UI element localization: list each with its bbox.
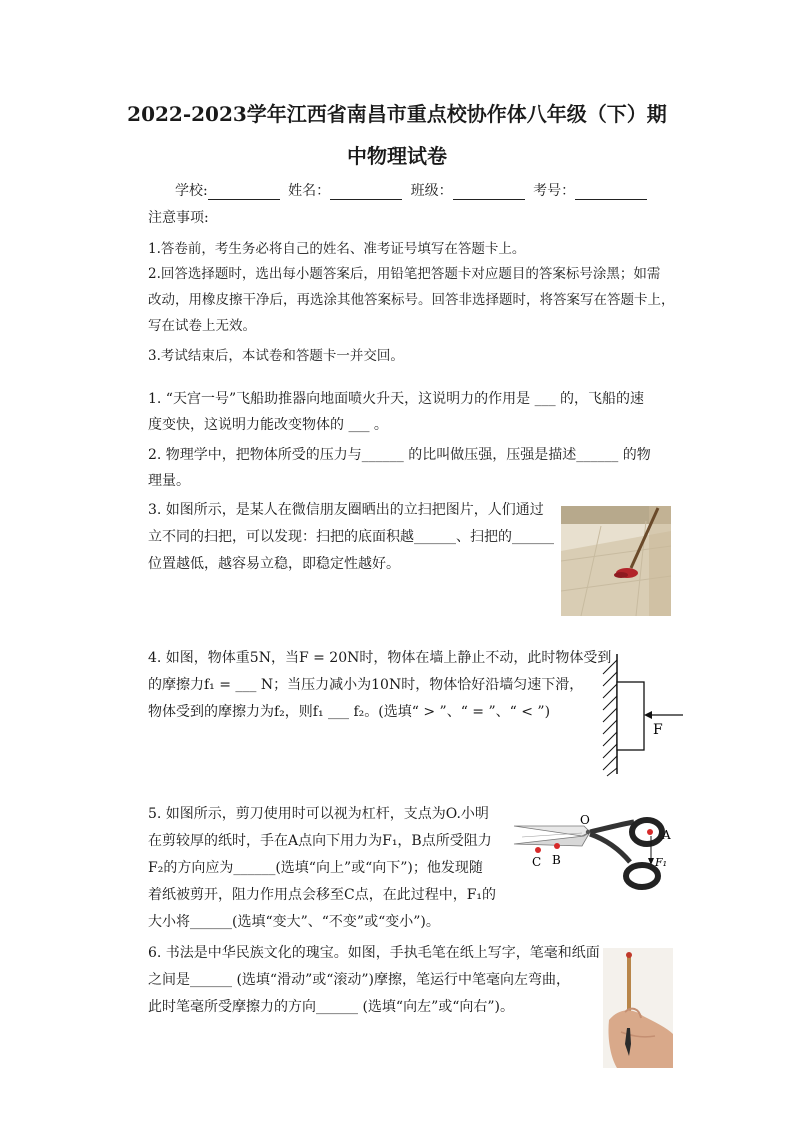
question-5-cont-3: 着纸被剪开，阻力作用点会移至C点，在此过程中，F₁的 — [148, 887, 497, 903]
calligraphy-brush-photo — [603, 948, 673, 1068]
question-6: 6. 书法是中华民族文化的瑰宝。如图，手执毛笔在纸上写字，笔毫和纸面 — [148, 945, 600, 961]
question-2-cont: 理量。 — [148, 473, 190, 489]
force-label-f: F — [653, 722, 663, 738]
notice-item-2-end: 写在试卷上无效。 — [148, 318, 256, 334]
notice-item-1: 1.答卷前，考生务必将自己的姓名、准考证号填写在答题卡上。 — [148, 241, 526, 257]
question-5-end: 大小将______(选填“变大”、“不变”或“变小”)。 — [148, 914, 440, 930]
question-5-cont: 在剪较厚的纸时，手在A点向下用力为F₁，B点所受阻力 — [148, 833, 492, 849]
label-o: O — [580, 813, 590, 827]
notice-item-2-cont: 改动，用橡皮擦干净后，再选涂其他答案标号。回答非选择题时，将答案写在答题卡上， — [148, 292, 675, 308]
question-5-cont-2: F₂的方向应为______(选填“向上”或“向下”)；他发现随 — [148, 860, 483, 876]
mop-photo — [561, 506, 671, 616]
class-label: 班级： — [410, 183, 453, 199]
notice-heading: 注意事项: — [148, 210, 209, 226]
question-4: 4. 如图，物体重5N，当F = 20N时，物体在墙上静止不动，此时物体受到 — [148, 650, 612, 666]
page-title: 2022-2023学年江西省南昌市重点校协作体八年级（下）期 — [127, 102, 667, 126]
class-blank — [453, 185, 525, 200]
label-f1: F₁ — [655, 856, 668, 869]
page-subtitle: 中物理试卷 — [347, 144, 447, 168]
notice-item-2: 2.回答选择题时，选出每小题答案后，用铅笔把答题卡对应题目的答案标号涂黑；如需 — [148, 266, 661, 282]
question-6-cont: 之间是______ (选填“滑动”或“滚动”)摩擦，笔运行中笔毫向左弯曲， — [148, 972, 571, 988]
label-b: B — [552, 853, 561, 867]
question-6-end: 此时笔毫所受摩擦力的方向______ (选填“向左”或“向右”)。 — [148, 999, 515, 1015]
question-1: 1. “天宫一号”飞船助推器向地面喷火升天，这说明力的作用是 ___ 的，飞船的速 — [148, 391, 645, 407]
question-3: 3. 如图所示，是某人在微信朋友圈晒出的立扫把图片，人们通过 — [148, 502, 544, 518]
name-blank — [330, 185, 402, 200]
school-blank — [208, 185, 280, 200]
name-label: 姓名： — [288, 183, 331, 199]
label-a: A — [662, 828, 671, 842]
question-3-cont: 立不同的扫把，可以发现：扫把的底面积越______、扫把的______ — [148, 529, 554, 545]
scissors-diagram — [512, 810, 682, 895]
wall-block-diagram — [595, 652, 685, 777]
question-4-cont: 的摩擦力f₁ = ___ N；当压力减小为10N时，物体恰好沿墙匀速下滑， — [148, 677, 584, 693]
exam-number-blank — [575, 185, 647, 200]
question-4-end: 物体受到的摩擦力为f₂，则f₁ ___ f₂。(选填“ > ”、“ = ”、“ < ”) — [148, 704, 551, 720]
student-info-row — [175, 180, 651, 200]
school-label: 学校: — [175, 183, 208, 199]
question-3-end: 位置越低，越容易立稳，即稳定性越好。 — [148, 556, 400, 572]
question-5: 5. 如图所示，剪刀使用时可以视为杠杆，支点为O.小明 — [148, 806, 489, 822]
notice-item-3: 3.考试结束后，本试卷和答题卡一并交回。 — [148, 348, 404, 364]
question-2: 2. 物理学中，把物体所受的压力与______ 的比叫做压强，压强是描述______ 的物 — [148, 447, 651, 463]
exam-number-label: 考号： — [533, 183, 576, 199]
label-c: C — [532, 855, 542, 869]
question-1-cont: 度变快，这说明力能改变物体的 ___ 。 — [148, 417, 388, 433]
